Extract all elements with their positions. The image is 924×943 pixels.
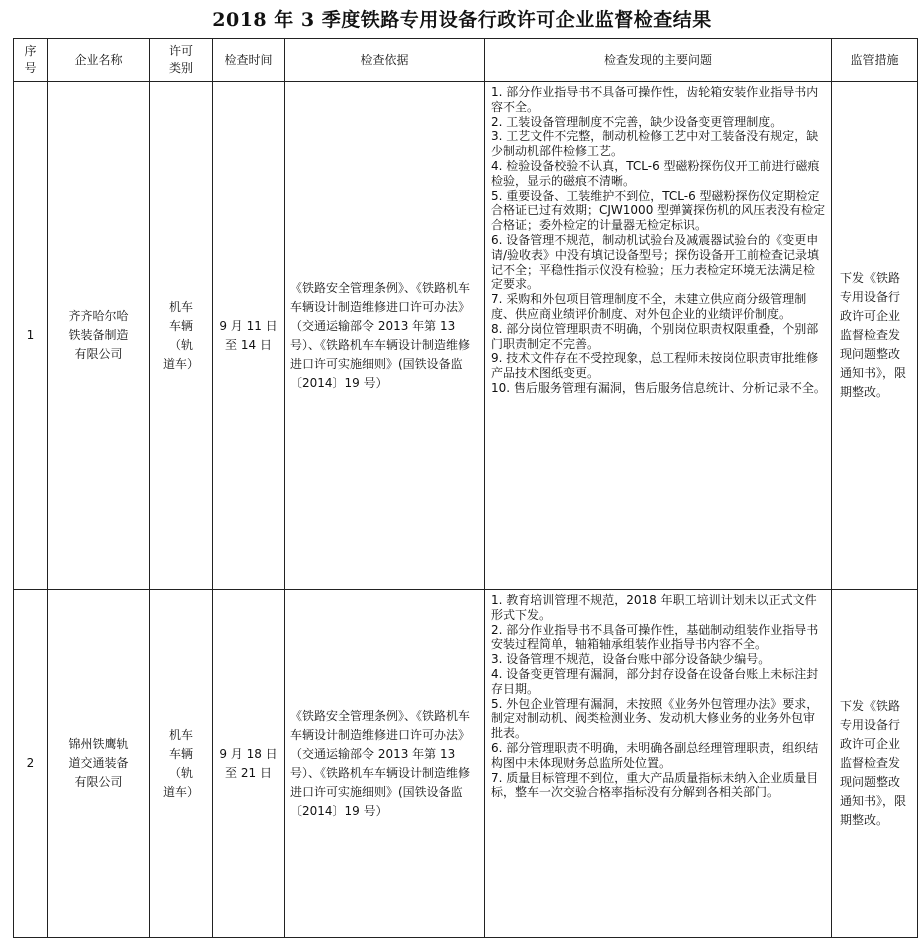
problem-item: 4. 设备变更管理有漏洞，部分封存设备在设备台账上未标注封存日期。	[491, 666, 819, 696]
inspection-time: 9 月 11 日 至 14 日	[213, 82, 285, 590]
problem-item: 9. 技术文件存在不受控现象，总工程师未按岗位职责审批维修产品技术图纸变更。	[491, 351, 819, 381]
problem-item: 1. 部分作业指导书不具备可操作性，齿轮箱安装作业指导书内容不全。	[491, 85, 819, 114]
problem-item: 2. 部分作业指导书不具备可操作性，基础制动组装作业指导书安装过程简单，轴箱轴承组装作业指导书内容不全。	[491, 622, 819, 652]
table-row	[14, 590, 918, 938]
inspection-time: 9 月 18 日 至 21 日	[213, 590, 285, 938]
problem-item: 2. 工装设备管理制度不完善，缺少设备变更管理制度。	[491, 114, 783, 129]
problem-item: 3. 设备管理不规范，设备台账中部分设备缺少编号。	[491, 652, 771, 667]
header-category: 许可 类别	[150, 39, 213, 82]
problem-item: 6. 部分管理职责不明确，未明确各副总经理管理职责，组织结构图中未体现财务总监所处位置。	[491, 740, 819, 770]
problems-list	[485, 82, 832, 590]
license-category: 机车 车辆 （轨 道车）	[150, 590, 213, 938]
problem-item: 6. 设备管理不规范，制动机试验台及减震器试验台的《变更申请/验收表》中没有填记设备型号；探伤设备开工前检查记录填记不全；平稳性指示仪没有检验；压力表检定环境无法满足检定要求。	[491, 232, 820, 292]
inspection-results-table	[13, 38, 918, 938]
header-time: 检查时间	[213, 39, 285, 82]
company-name: 齐齐哈尔哈 铁装备制造 有限公司	[48, 82, 150, 590]
problem-item: 10. 售后服务管理有漏洞，售后服务信息统计、分析记录不全。	[491, 380, 826, 395]
problem-item: 1. 教育培训管理不规范，2018 年职工培训计划未以正式文件形式下发。	[491, 593, 817, 622]
problem-item: 4. 检验设备校验不认真，TCL-6 型磁粉探伤仪开工前进行磁痕检验，显示的磁痕不清晰。	[491, 158, 820, 188]
company-name: 锦州铁鹰轨 道交通装备 有限公司	[48, 590, 150, 938]
header-company: 企业名称	[48, 39, 150, 82]
problem-item: 8. 部分岗位管理职责不明确，个别岗位职责权限重叠，个别部门职责制定不完善。	[491, 321, 819, 351]
header-index: 序 号	[14, 39, 48, 82]
license-category: 机车 车辆 （轨 道车）	[150, 82, 213, 590]
header-measures: 监管措施	[832, 39, 918, 82]
problem-item: 3. 工艺文件不完整，制动机检修工艺中对工装备没有规定，缺少制动机部件检修工艺。	[491, 129, 819, 159]
row-index: 2	[14, 590, 48, 938]
problems-list	[485, 590, 832, 938]
supervision-measures: 下发《铁路专用设备行政许可企业监督检查发现问题整改通知书》，限期整改。	[832, 82, 918, 590]
header-problems: 检查发现的主要问题	[485, 39, 832, 82]
problem-item: 7. 采购和外包项目管理制度不全，未建立供应商分级管理制度、供应商业绩评价制度、对外包企业的业绩评价制度。	[491, 292, 807, 321]
table-row	[14, 82, 918, 590]
problem-item: 5. 外包企业管理有漏洞，未按照《业务外包管理办法》要求，制定对制动机、阀类检测业务、发动机大修业务的业务外包审批表。	[491, 696, 819, 741]
page-title: 2018 年 3 季度铁路专用设备行政许可企业监督检查结果	[212, 9, 712, 31]
row-index: 1	[14, 82, 48, 590]
problem-item: 7. 质量目标管理不到位，重大产品质量指标未纳入企业质量目标，整车一次交验合格率指标没有分解到各相关部门。	[491, 770, 819, 800]
inspection-basis: 《铁路安全管理条例》、《铁路机车车辆设计制造维修进口许可办法》（交通运输部令 2013 年第 13 号）、《铁路机车车辆设计制造维修进口许可实施细则》(国铁设备监〔2014〕19 号）	[285, 590, 485, 938]
header-basis: 检查依据	[285, 39, 485, 82]
supervision-measures: 下发《铁路专用设备行政许可企业监督检查发现问题整改通知书》，限期整改。	[832, 590, 918, 938]
header-row	[14, 39, 918, 82]
problem-item: 5. 重要设备、工装维护不到位，TCL-6 型磁粉探伤仪定期检定合格证已过有效期；CJW1000 型弹簧探伤机的风压表没有检定合格证；委外检定的计量器无检定标识。	[491, 188, 826, 233]
inspection-basis: 《铁路安全管理条例》、《铁路机车车辆设计制造维修进口许可办法》（交通运输部令 2013 年第 13 号）、《铁路机车车辆设计制造维修进口许可实施细则》(国铁设备监〔2014〕19 号）	[285, 82, 485, 590]
